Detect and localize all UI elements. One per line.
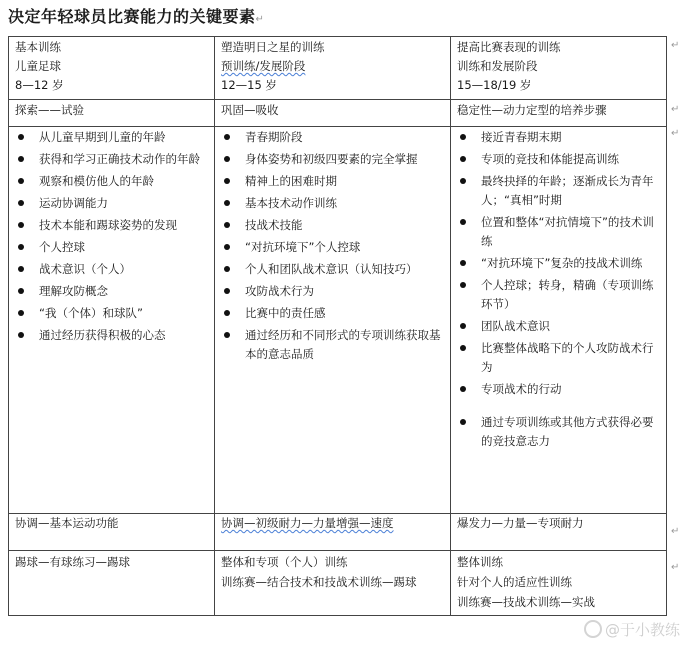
bullet-list [15,128,208,345]
phase-cell-col3 [451,100,667,127]
list-item: 技战术技能 [221,216,444,235]
phase-cell-col1 [9,100,215,127]
header-line: 儿童足球 [15,59,61,73]
header-line: 预训练/发展阶段 [221,59,306,73]
physical-cell-col2 [215,514,451,551]
bullet-list [221,128,444,364]
list-item: 攻防战术行为 [221,282,444,301]
list-item: 通过经历获得积极的心态 [15,326,208,345]
weibo-icon [584,620,602,638]
table-row-items [9,127,667,514]
list-item: 观察和模仿他人的年龄 [15,172,208,191]
list-item: 青春期阶段 [221,128,444,147]
training-elements-table [8,36,667,616]
list-item: 最终抉择的年龄；逐渐成长为青年人；“真相”时期 [457,172,660,210]
list-item: 通过专项训练或其他方式获得必要的竞技意志力 [457,413,660,451]
method-text: 整体和专项（个人）训练 [221,555,348,569]
method-cell-col1 [9,551,215,616]
watermark-text: @于小教练 [604,621,680,639]
phase-text: 探索——试验 [15,103,84,117]
list-item: 接近青春期末期 [457,128,660,147]
document-title-text: 决定年轻球员比赛能力的关键要素 [8,7,256,26]
list-item: 基本技术动作训练 [221,194,444,213]
list-item: “对抗环境下”个人控球 [221,238,444,257]
table-row-physical [9,514,667,551]
method-text: 训练赛—技战术训练—实战 [457,595,595,609]
list-item: 比赛中的责任感 [221,304,444,323]
header-line: 提高比赛表现的训练 [457,40,561,54]
list-item: “对抗环境下”复杂的技战术训练 [457,254,660,273]
list-item: 位置和整体“对抗情境下”的技术训练 [457,213,660,251]
row-end-mark: ↵ [671,562,680,573]
list-item: 战术意识（个人） [15,260,208,279]
physical-cell-col3 [451,514,667,551]
method-text: 整体训练 [457,555,503,569]
list-item: 精神上的困难时期 [221,172,444,191]
paragraph-mark: ↵ [255,14,265,25]
table-row-phase [9,100,667,127]
list-item: 个人控球；转身，精确（专项训练环节） [457,276,660,314]
list-cell-col2 [215,127,451,514]
method-text: 针对个人的适应性训练 [457,575,572,589]
phase-cell-col2 [215,100,451,127]
list-item: 团队战术意识 [457,317,660,336]
table-row-method [9,551,667,616]
list-cell-col1 [9,127,215,514]
header-cell-col1 [9,37,215,100]
method-cell-col2 [215,551,451,616]
row-end-mark: ↵ [671,40,680,51]
list-item: 专项战术的行动 [457,380,660,399]
method-text: 踢球—有球练习—踢球 [15,555,130,569]
row-end-mark: ↵ [671,526,680,537]
header-line: 训练和发展阶段 [457,59,538,73]
weibo-watermark [584,619,680,640]
physical-text: 协调—基本运动功能 [15,516,119,530]
list-cell-col3 [451,127,667,514]
header-line: 8—12 岁 [15,78,64,92]
list-item: “我（个体）和球队” [15,304,208,323]
table-row-header [9,37,667,100]
list-item: 从儿童早期到儿童的年龄 [15,128,208,147]
method-cell-col3 [451,551,667,616]
header-cell-col2 [215,37,451,100]
physical-text: 爆发力—力量—专项耐力 [457,516,584,530]
header-line: 12—15 岁 [221,78,277,92]
list-item: 个人和团队战术意识（认知技巧） [221,260,444,279]
list-item: 理解攻防概念 [15,282,208,301]
row-end-mark: ↵ [671,104,680,115]
header-line: 塑造明日之星的训练 [221,40,325,54]
list-item: 通过经历和不同形式的专项训练获取基本的意志品质 [221,326,444,364]
document-title [8,4,264,27]
list-item: 获得和学习正确技术动作的年龄 [15,150,208,169]
list-item: 运动协调能力 [15,194,208,213]
physical-cell-col1 [9,514,215,551]
method-text: 训练赛—结合技术和技战术训练—踢球 [221,575,417,589]
list-item: 身体姿势和初级四要素的完全掌握 [221,150,444,169]
list-item: 比赛整体战略下的个人攻防战术行为 [457,339,660,377]
header-line: 基本训练 [15,40,61,54]
bullet-list [457,128,660,451]
header-line: 15—18/19 岁 [457,78,532,92]
list-item: 专项的竞技和体能提高训练 [457,150,660,169]
phase-text: 稳定性—动力定型的培养步骤 [457,103,607,117]
row-end-mark: ↵ [671,128,680,139]
physical-text: 协调—初级耐力—力量增强—速度 [221,516,394,530]
list-item: 技术本能和踢球姿势的发现 [15,216,208,235]
header-cell-col3 [451,37,667,100]
list-item: 个人控球 [15,238,208,257]
phase-text: 巩固—吸收 [221,103,279,117]
